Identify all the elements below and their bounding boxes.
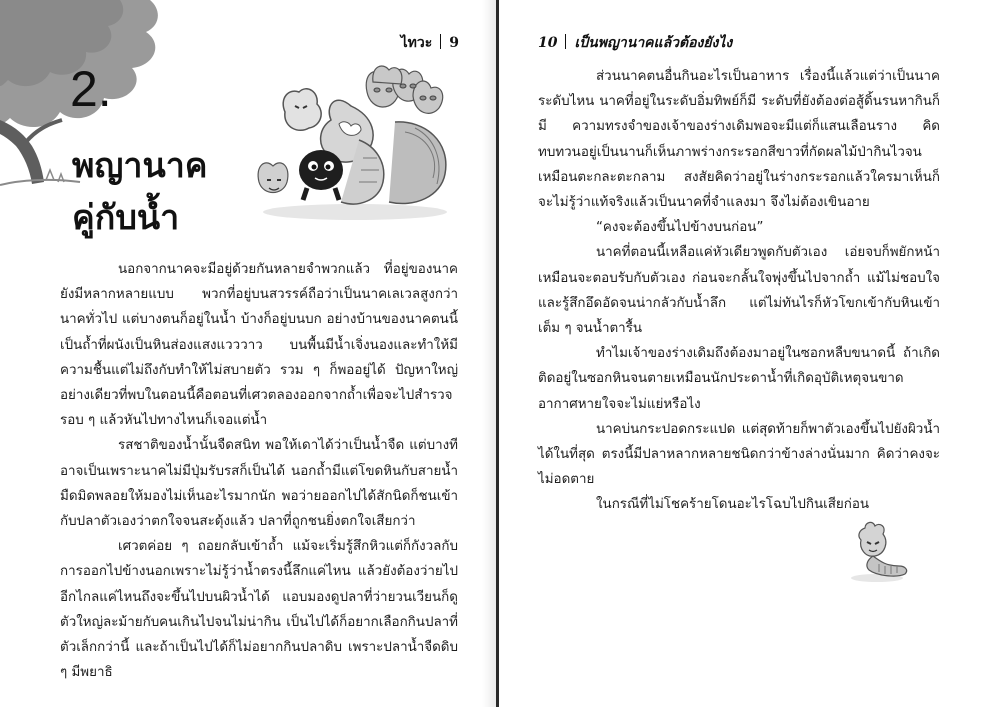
small-naga-illustration (847, 520, 911, 584)
paragraph: ทำไมเจ้าของร่างเดิมถึงต้องมาอยู่ในซอกหลืบขนาดนี้ ถ้าเกิดติดอยู่ในซอกหินจนตายเหมือนนักประดาน้ำที่เกิดอุบัติเหตุจนขาดอากาศหายใจจะไม่แย่หรือไง (538, 346, 940, 412)
page-number: 10 (538, 35, 558, 51)
paragraph: ในกรณีที่ไม่โชคร้ายโดนอะไรโฉบไปกินเสียก่อน (596, 497, 870, 513)
paragraph: นอกจากนาคจะมีอยู่ด้วยกันหลายจำพวกแล้ว ที่อยู่ของนาคยังมีหลากหลายแบบ พวกที่อยู่บนสวรรค์ถือว่าเป็นนาคเลเวลสูงกว่านาคทั่วไป แต่บางตนก็อยู่ในน้ำ บ้างก็อยู่บนบก อย่างบ้านของนาคตนนี้เป็นถ้ำที่ผนังเป็นหินส่องแสงแวววาว บนพื้นมีน้ำเจิ่งนองและทำให้มีความชื้นแต่ไม่ถึงกับทำให้ไม่สบายตัว รวม ๆ ก็พออยู่ได้ ปัญหาใหญ่อย่างเดียวที่พบในตอนนี้คือตอนที่เศวตลองออกจากถ้ำเพื่อจะไปสำรวจรอบ ๆ แล้วหันไปทางไหนก็เจอแต่น้ำ (60, 262, 458, 429)
running-head-left (401, 32, 459, 54)
paragraph: รสชาติของน้ำนั้นจืดสนิท พอให้เดาได้ว่าเป็นน้ำจืด แต่บางทีอาจเป็นเพราะนาคไม่มีปุ่มรับรสก็เป็นได้ นอกถ้ำมีแต่โขดหินกับสายน้ำมืดมิดพลอยให้มองไม่เห็นอะไรมากนัก พอว่ายออกไปได้สักนิดก็ชนเข้ากับปลาตัวเองว่าตกใจจนสะดุ้งแล้ว ปลาที่ถูกชนยิ่งตกใจเสียกว่า (60, 438, 458, 530)
paragraph: นาคที่ตอนนี้เหลือแค่หัวเดียวพูดกับตัวเอง เอ่ยจบก็พยักหน้าเหมือนจะตอบรับกับตัวเอง ก่อนจะกลั้นใจพุ่งขึ้นไปจากถ้ำ แม้ไม่ชอบใจและรู้สึกอึดอัดจนน่ากลัวกับน้ำลึก แต่ไม่ทันไรก็หัวโขกเข้ากับหินเข้าเต็ม ๆ จนน้ำตารื้น (538, 245, 940, 337)
paragraph: นาคบ่นกระปอดกระแปด แต่สุดท้ายก็พาตัวเองขึ้นไปยังผิวน้ำได้ในที่สุด ตรงนี้มีปลาหลากหลายชนิดกว่าข้างล่างนั่นมาก คิดว่าคงจะไม่อดตาย (538, 421, 940, 488)
paragraph: เศวตค่อย ๆ ถอยกลับเข้าถ้ำ แม้จะเริ่มรู้สึกหิวแต่ก็กังวลกับการออกไปข้างนอกเพราะไม่รู้ว่าน้ำตรงนี้ลึกแค่ไหน แล้วยังต้องว่ายไปอีกไกลแค่ไหนถึงจะขึ้นไปบนผิวน้ำได้ แอบมองดูปลาที่ว่ายวนเวียนก็ดูตัวใหญ่ละม้ายกับคนเกินไปจนไม่น่ากิน เป็นไปได้ก็อยากเลือกกินปลาที่ตัวเล็กกว่านี้ และถ้าเป็นไปได้ก็ไม่อยากกินปลาดิบ เพราะปลาน้ำจืดดิบ ๆ มีพยาธิ (60, 539, 458, 681)
book-gutter (496, 0, 499, 707)
running-head-right (538, 32, 732, 54)
right-page (500, 0, 1000, 707)
paragraph: ส่วนนาคตนอื่นกินอะไรเป็นอาหาร เรื่องนี้แล้วแต่ว่าเป็นนาคระดับไหน นาคที่อยู่ในระดับอิ่มทิพย์ก็มี ระดับที่ยังต้องต่อสู้ดิ้นรนหากินก็มี ความทรงจำของเจ้าของร่างเดิมพอจะมีแต่ก็แสนเลือนราง คิดทบทวนอยู่เป็นนานก็เห็นภาพร่างกระรอกสีขาวที่กัดผลไม้ป่ากินไวจนเหมือนตะกละตะกลาม สงสัยคิดว่าอยู่ในร่างกระรอกแล้วใครมาเห็นก็จะไม่รู้ว่าแท้จริงแล้วเป็นนาคที่จำแลงมา จึงไม่ต้องเขินอาย (538, 69, 940, 211)
running-head-separator (565, 34, 566, 49)
gutter-shadow (482, 0, 496, 707)
paragraph: “คงจะต้องขึ้นไปข้างบนก่อน” (596, 220, 764, 236)
book-title: ไทวะ (400, 35, 433, 51)
naga-group-illustration (255, 62, 455, 222)
right-body-text (538, 64, 940, 518)
chapter-title-line: พญานาค (72, 146, 208, 186)
chapter-number: 2. (70, 61, 112, 117)
page-number: 9 (449, 35, 459, 51)
chapter-title (72, 140, 208, 244)
chapter-title-line: คู่กับน้ำ (72, 198, 180, 238)
left-page (0, 0, 497, 707)
left-body-text (60, 257, 458, 685)
book-title: เป็นพญานาคแล้วต้องยังไง (574, 35, 733, 51)
running-head-separator (440, 34, 441, 49)
